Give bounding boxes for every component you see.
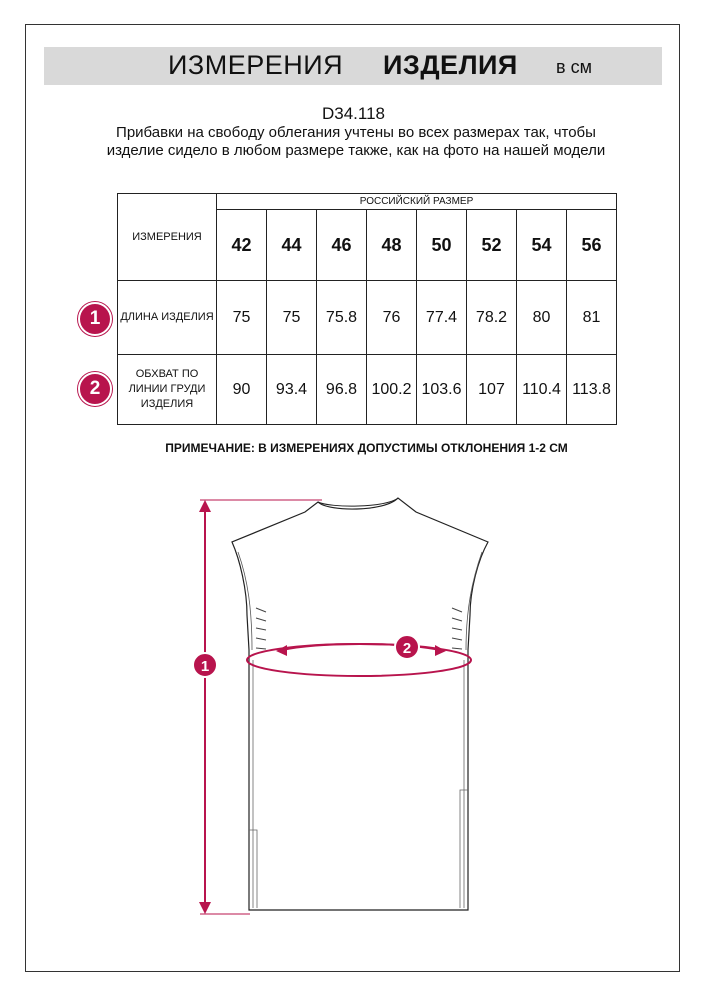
- length-value: 77.4: [417, 281, 467, 355]
- tolerance-note: ПРИМЕЧАНИЕ: В ИЗМЕРЕНИЯХ ДОПУСТИМЫ ОТКЛОНЕНИЯ 1-2 СМ: [165, 441, 568, 455]
- length-value: 76: [367, 281, 417, 355]
- size-header: 50: [417, 210, 467, 281]
- size-header: 44: [267, 210, 317, 281]
- size-group-header: РОССИЙСКИЙ РАЗМЕР: [217, 194, 617, 210]
- size-header: 52: [467, 210, 517, 281]
- size-header: 54: [517, 210, 567, 281]
- size-header: 56: [567, 210, 617, 281]
- diagram-marker-length: [193, 653, 217, 677]
- size-header: 46: [317, 210, 367, 281]
- chest-value: 100.2: [367, 355, 417, 425]
- length-value: 75.8: [317, 281, 367, 355]
- measurements-table: [117, 193, 617, 425]
- garment-diagram: [0, 490, 707, 930]
- marker-chest-badge: 2: [78, 372, 112, 406]
- chest-value: 110.4: [517, 355, 567, 425]
- length-arrow-top-head: [199, 500, 211, 512]
- table-row-length: [118, 281, 617, 355]
- diagram-marker-length-label: 1: [200, 658, 210, 675]
- fit-description: Прибавки на свободу облегания учтены во всех размерах так, чтобы изделие сидело в любом размере также, как на фото на нашей модели: [106, 124, 606, 159]
- title-product: ИЗДЕЛИЯ: [383, 50, 518, 80]
- length-value: 75: [267, 281, 317, 355]
- chest-value: 107: [467, 355, 517, 425]
- garment-outline: [232, 498, 488, 910]
- length-arrow-bottom-head: [199, 902, 211, 914]
- diagram-marker-chest-label: 2: [402, 640, 412, 657]
- marker-length-badge: 1: [78, 302, 112, 336]
- chest-value: 93.4: [267, 355, 317, 425]
- chest-value: 96.8: [317, 355, 367, 425]
- length-value: 75: [217, 281, 267, 355]
- size-header: 48: [367, 210, 417, 281]
- measurements-corner-label: ИЗМЕРЕНИЯ: [118, 194, 217, 281]
- diagram-marker-chest: [395, 635, 419, 659]
- row-label-chest: ОБХВАТ ПО ЛИНИИ ГРУДИ ИЗДЕЛИЯ: [118, 355, 217, 425]
- title-measurements: ИЗМЕРЕНИЯ: [168, 50, 344, 80]
- row-label-length: ДЛИНА ИЗДЕЛИЯ: [118, 281, 217, 355]
- chest-value: 113.8: [567, 355, 617, 425]
- table-row-chest: [118, 355, 617, 425]
- size-header: 42: [217, 210, 267, 281]
- chest-value: 90: [217, 355, 267, 425]
- chest-value: 103.6: [417, 355, 467, 425]
- length-value: 81: [567, 281, 617, 355]
- product-code: D34.118: [321, 104, 385, 123]
- title-unit: в см: [556, 57, 592, 77]
- length-value: 80: [517, 281, 567, 355]
- length-value: 78.2: [467, 281, 517, 355]
